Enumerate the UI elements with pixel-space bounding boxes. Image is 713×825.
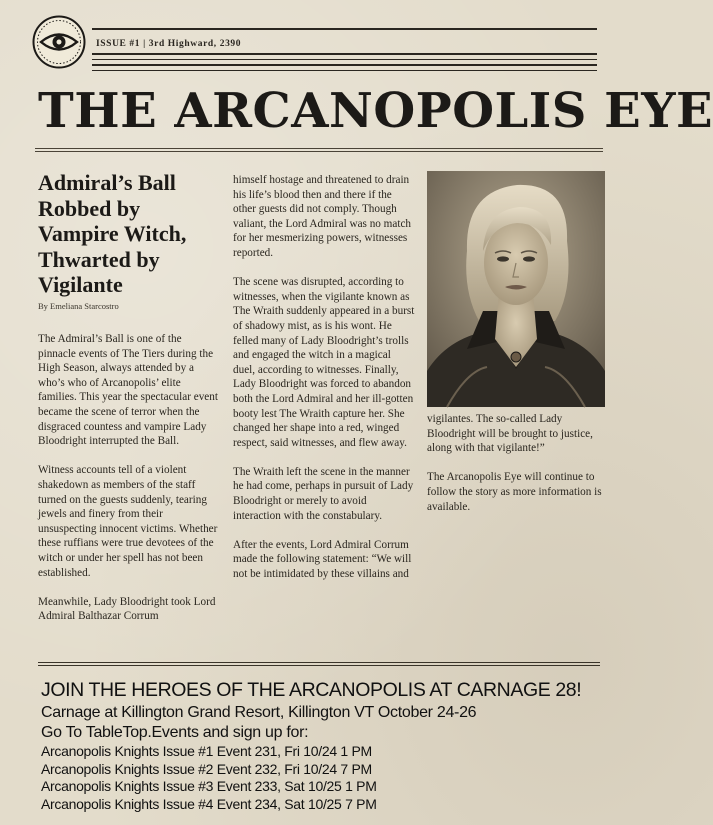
issue-line: ISSUE #1 | 3rd Highward, 2390 xyxy=(96,39,242,49)
article-headline: Admiral’s Ball Robbed by Vampire Witch, Thwarted by Vigilante xyxy=(38,170,187,297)
paragraph: After the events, Lord Admiral Corrum made the following statement: “We will not be intimidated by these villains and xyxy=(233,538,412,581)
paragraph: The Admiral’s Ball is one of the pinnacle events of The Tiers during the High Season, always attended by a who’s who of Arcanopolis’ elite families. This year the spectacular event became the scene of terror when the disgraced countess and vampire Lady Bloodright interrupted the Ball. xyxy=(38,333,218,448)
paragraph: Witness accounts tell of a violent shakedown as members of the staff turned on the guests suddenly, tearing jewels and finery from their unsuspecting innocent victims. Whether these ruffians were true devotees of the witch or under her spell has not been established. xyxy=(38,464,218,579)
event-item: Arcanopolis Knights Issue #4 Event 234, Sat 10/25 7 PM xyxy=(41,795,377,812)
portrait-lady-bloodright-image xyxy=(427,171,605,407)
footer-divider-secondary xyxy=(38,665,600,666)
article-byline: By Emeliana Starcostro xyxy=(38,301,119,311)
event-item: Arcanopolis Knights Issue #2 Event 232, Fri 10/24 7 PM xyxy=(41,760,372,777)
promo-signup: Go To TableTop.Events and sign up for: xyxy=(41,724,309,741)
paragraph: himself hostage and threatened to drain his life’s blood then and there if the other guests did not comply. Though valiant, the Lord Admiral was no match for her mesmerizing powers, witnesses reported. xyxy=(233,174,412,259)
promo-title: JOIN THE HEROES OF THE ARCANOPOLIS AT CARNAGE 28! xyxy=(41,679,582,701)
event-item: Arcanopolis Knights Issue #1 Event 231, Fri 10/24 1 PM xyxy=(41,743,372,759)
eye-logo-icon xyxy=(32,15,86,69)
paragraph: The Wraith left the scene in the manner he had come, perhaps in pursuit of Lady Bloodright or merely to avoid interaction with the constabulary. xyxy=(233,465,414,522)
paragraph: The Arcanopolis Eye will continue to follow the story as more information is available. xyxy=(427,471,602,513)
event-list xyxy=(41,743,377,813)
article-column-2 xyxy=(233,173,415,596)
event-item: Arcanopolis Knights Issue #3 Event 233, Sat 10/25 1 PM xyxy=(41,778,377,795)
paragraph: Meanwhile, Lady Bloodright took Lord Admiral Balthazar Corrum xyxy=(38,595,216,623)
footer-divider xyxy=(38,662,600,663)
masthead-title: THE ARCANOPOLIS EYE xyxy=(38,83,713,139)
paragraph: vigilantes. The so-called Lady Bloodright will be brought to justice, along with that vigilante!” xyxy=(427,413,593,455)
title-divider-secondary xyxy=(35,151,603,152)
article-column-3 xyxy=(427,412,604,529)
title-divider xyxy=(35,148,603,149)
paragraph: The scene was disrupted, according to witnesses, when the vigilante known as The Wraith suddenly appeared in a burst of shadowy mist, as is his wont. He felled many of Lady Bloodright’s trolls and engaged the witch in a magical duel, according to witnesses. Finally, Lady Bloodright was forced to abandon both the Lord Admiral and her ill-gotten booty lest The Wraith capture her. She changed her shape into a red, winged respect, said witnesses, and flew away. xyxy=(233,276,415,449)
article-column-1 xyxy=(38,332,220,638)
promo-venue: Carnage at Killington Grand Resort, Killington VT October 24-26 xyxy=(41,704,477,721)
